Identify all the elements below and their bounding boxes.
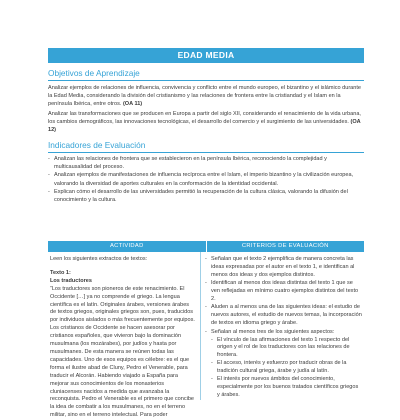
objective-oa11: [48, 84, 364, 109]
objective-oa11-code: (OA 11): [122, 101, 143, 108]
objective-oa12: [48, 110, 364, 135]
objective-oa11-text: Analizar ejemplos de relaciones de influencia, convivencia y conflicto entre el mundo europeo, el bizantino y el islámico durante la Edad Media, considerando la división del cristianismo y las relaciones de frontera entre la cristiandad y el Islam en la península Ibérica, entre otros.: [48, 85, 361, 108]
indicator-item: - Analizan ejemplos de manifestaciones de influencia recíproca entre el Islam, el imperio bizantino y la civilización europea, valorando la diversidad de aportes culturales en la conformación de la identidad occidental.: [48, 171, 364, 187]
indicators-list: [48, 155, 364, 204]
criteria-list: [205, 256, 362, 400]
criteria-item: [205, 329, 362, 400]
activity-intro: Leen los siguientes extractos de textos:: [50, 256, 148, 262]
activity-column-header: ACTIVIDAD: [109, 243, 144, 249]
criteria-item: - Identifican al menos dos ideas distintas del texto 1 que se ven reflejadas en mínimo cuatro ejemplos distintos del texto 2.: [205, 280, 362, 304]
criteria-column-header: CRITERIOS DE EVALUACIÓN: [206, 241, 365, 252]
table-header: [48, 241, 364, 252]
objectives-divider: [48, 80, 364, 81]
column-divider: [200, 252, 201, 400]
text-title: Texto 1:: [50, 269, 71, 276]
text-body: “Los traductores son pioneros de este renacimiento. El Occidente […] ya no comprende el griego. La lengua científica es el latín. Originales árabes, versiones árabes de textos griegos, originales griegos son, pues, traducidos por individuos aislados o más frecuentemente por equipos. Los cristianos de Occidente se hacen asesorar por cristianos españoles, que vivieron bajo la dominación musulmana (los mozárabes), por judíos y hasta por musulmanes. De esta manera se reúnen todas las capacidades. Uno de esos equipos es célebre: es el que forma el ilustre abad de Cluny, Pedro el Venerable, para traducir el Alcorán. Habiendo viajado a España para mejorar sus conocimientos de los monasterios cluniacenses nacidos a medida que avanzaba la reconquista. Pedro el Venerable es el primero que concibe la idea de combatir a los musulmanes, no en el terreno militar, sino en el terreno intelectual. Para poder: [50, 285, 195, 419]
criteria-sub-list: [211, 337, 362, 400]
indicator-item: - Explican cómo el desarrollo de las universidades permitió la recuperación de la cultura clásica, valorando la difusión del conocimiento y la cultura.: [48, 188, 364, 204]
criteria-sub-item: - El vínculo de las afirmaciones del texto 1 respecto del origen y el rol de los traductores con las relaciones de frontera.: [211, 337, 362, 361]
criteria-item-label: Señalan al menos tres de los siguientes aspectos:: [211, 328, 335, 335]
objectives-heading: Objetivos de Aprendizaje: [48, 68, 140, 78]
activity-column: [50, 256, 195, 420]
objective-oa12-code: (OA 12): [48, 119, 361, 134]
criteria-sub-item: - El acceso, interés y esfuerzo por traducir obras de la tradición cultural griega, árabe y judía al latín.: [211, 360, 362, 376]
criteria-item: - Aluden a al menos una de las siguientes ideas: el estudio de nuevos autores, el estudio de nuevos temas, la incorporación de textos en idioma griego y árabe.: [205, 304, 362, 328]
indicators-heading: Indicadores de Evaluación: [48, 140, 146, 150]
criteria-item: - Señalan que el texto 2 ejemplifica de manera concreta las ideas expresadas por el autor en el texto 1, e identifican al menos dos ideas y dos ejemplos distintos.: [205, 256, 362, 280]
criteria-sub-item: - El interés por nuevos ámbitos del conocimiento, especialmente por los buenos tratados científicos griegos y árabes.: [211, 376, 362, 400]
section-banner: EDAD MEDIA: [48, 48, 364, 63]
indicator-item: - Analizan las relaciones de frontera que se establecieron en la península Ibérica, reconociendo la complejidad y multicausalidad del proceso.: [48, 155, 364, 171]
indicators-divider: [48, 152, 364, 153]
objective-oa12-text: Analizar las transformaciones que se producen en Europa a partir del siglo XII, considerando el renacimiento de la vida urbana, los cambios demográficos, las innovaciones tecnológicas, el desarrollo del comercio y el surgimiento de las universidades.: [48, 111, 361, 126]
text-subtitle: Los traductores: [50, 277, 92, 284]
